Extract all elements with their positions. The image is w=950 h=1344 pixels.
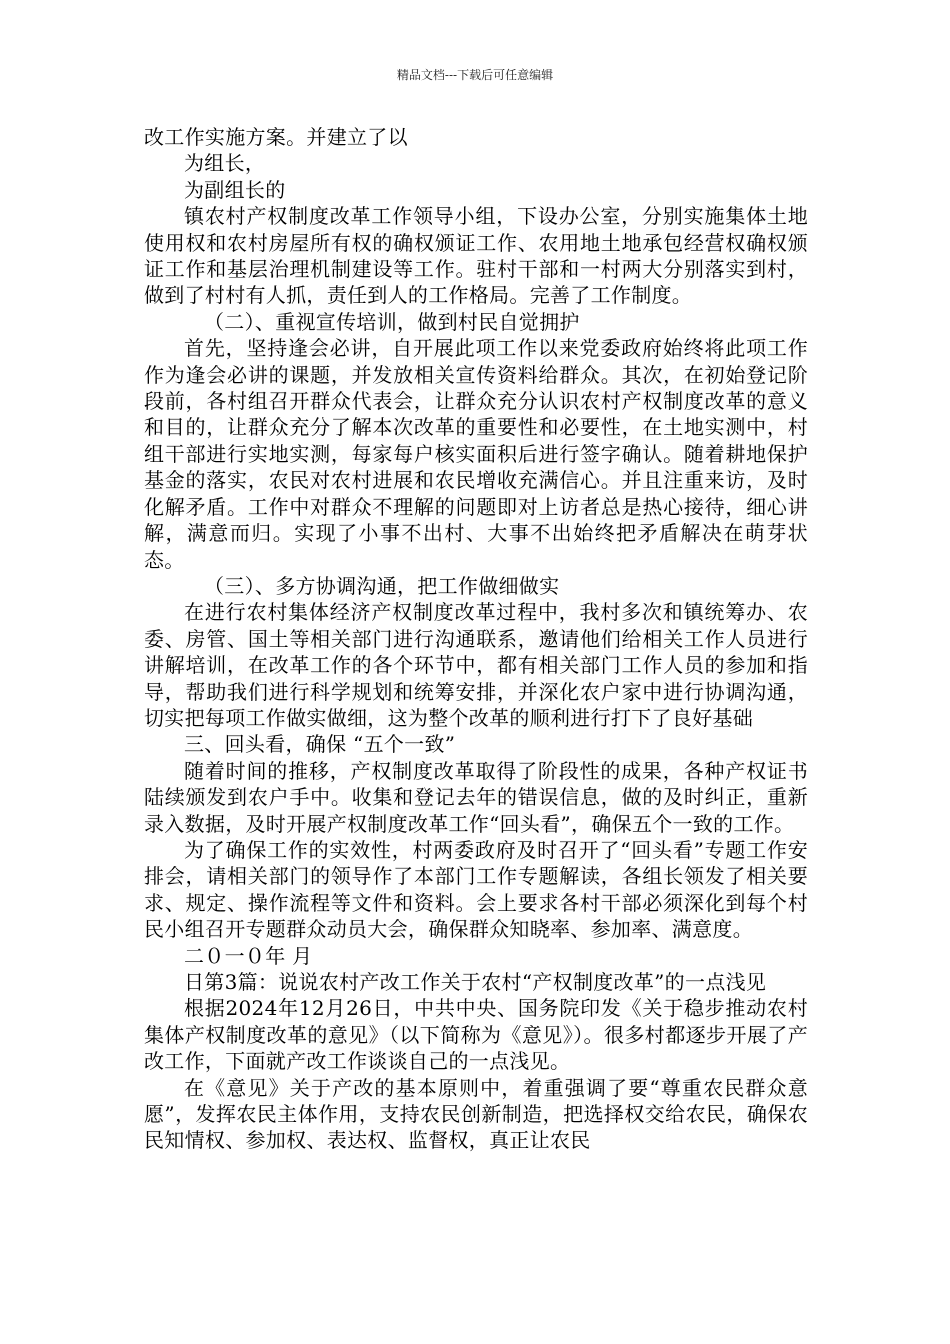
paragraph: 为了确保工作的实效性，村两委政府及时召开了“回头看”专题工作安排会，请相关部门的领导作了本部门工作专题解读，各组长领发了相关要求、规定、操作流程等文件和资料。会上要求各村干部必须深化到每个村民小组召开专题群众动员大会，确保群众知晓率、参加率、满意度。 (144, 837, 808, 942)
article-title: 日第3篇：说说农村产改工作关于农村“产权制度改革”的一点浅见 (184, 970, 767, 994)
page-header: 精品文档---下载后可任意编辑 (396, 68, 554, 82)
section-heading: （二）、重视宣传培训，做到村民自觉拥护 (204, 309, 580, 334)
paragraph: 为组长， (184, 151, 266, 176)
date-line: 二０一０年 月 (184, 943, 313, 968)
paragraph: 改工作实施方案。并建立了以 (144, 125, 408, 149)
document-body (144, 124, 808, 1154)
paragraph: 在进行农村集体经济产权制度改革过程中，我村多次和镇统筹办、农委、房管、国土等相关部门进行沟通联系，邀请他们给相关工作人员进行讲解培训，在改革工作的各个环节中，都有相关部门工作人员的参加和指导，帮助我们进行科学规划和统筹安排，并深化农户家中进行协调沟通，切实把每项工作做实做细，这为整个改革的顺利进行打下了良好基础 (144, 600, 808, 730)
paragraph: 首先，坚持逢会必讲，自开展此项工作以来党委政府始终将此项工作作为逢会必讲的课题，并发放相关宣传资料给群众。其次，在初始登记阶段前，各村组召开群众代表会，让群众充分认识农村产权制度改革的意义和目的，让群众充分了解本次改革的重要性和必要性，在土地实测中，村组干部进行实地实测，每家每户核实面积后进行签字确认。随着耕地保护基金的落实，农民对农村进展和农民增收充满信心。并且注重来访，及时化解矛盾。工作中对群众不理解的问题即对上访者总是热心接待，细心讲解，满意而归。实现了小事不出村、大事不出始终把矛盾解决在萌芽状态。 (144, 336, 808, 572)
paragraph: 根据2024年12月26日，中共中央、国务院印发《关于稳步推动农村集体产权制度改革的意见》（以下简称为《意见》）。很多村都逐步开展了产改工作，下面就产改工作谈谈自己的一点浅见。 (144, 996, 808, 1074)
section-heading: （三）、多方协调沟通，把工作做细做实 (204, 573, 560, 598)
paragraph: 随着时间的推移，产权制度改革取得了阶段性的成果，各种产权证书陆续颁发到农户手中。收集和登记去年的错误信息，做的及时纠正，重新录入数据，及时开展产权制度改革工作“回头看”，确保五个一致的工作。 (144, 758, 808, 836)
paragraph: 镇农村产权制度改革工作领导小组，下设办公室，分别实施集体土地使用权和农村房屋所有权的确权颁证工作、农用地土地承包经营权确权颁证工作和基层治理机制建设等工作。驻村干部和一村两大分别落实到村，做到了村村有人抓，责任到人的工作格局。完善了工作制度。 (144, 204, 808, 308)
paragraph: 为副组长的 (184, 177, 286, 202)
paragraph: 在《意见》关于产改的基本原则中，着重强调了要“尊重农民群众意愿”，发挥农民主体作用，支持农民创新制造，把选择权交给农民，确保农民知情权、参加权、表达权、监督权，真正让农民 (144, 1075, 808, 1153)
section-heading: 三、回头看，确保 “五个一致” (184, 732, 456, 757)
